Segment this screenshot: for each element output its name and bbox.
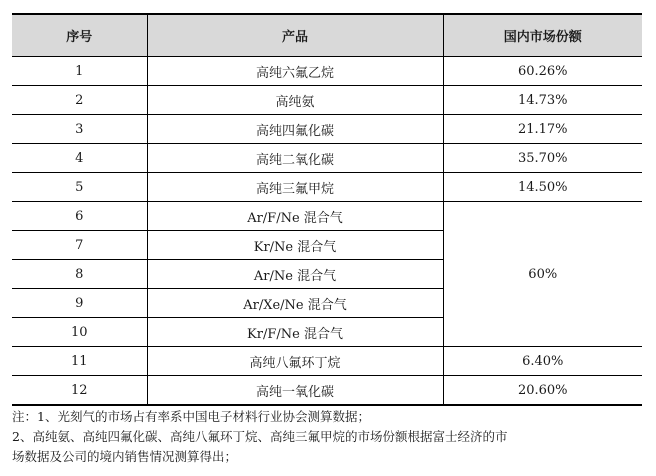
row-market-share: 14.73% [443, 86, 642, 115]
row-market-share: 20.60% [443, 376, 642, 406]
row-product: Ar/Ne 混合气 [147, 260, 443, 289]
header-market-share: 国内市场份额 [443, 14, 642, 57]
row-market-share: 60.26% [443, 57, 642, 86]
row-index: 9 [12, 289, 147, 318]
row-market-share: 14.50% [443, 173, 642, 202]
table-row [12, 144, 642, 173]
row-product: 高纯八氟环丁烷 [147, 347, 443, 376]
table-row [12, 86, 642, 115]
footnote-line: 注：1、光刻气的市场占有率系中国电子材料行业协会测算数据； [12, 409, 370, 424]
table-row [12, 57, 642, 86]
row-market-share: 6.40% [443, 347, 642, 376]
table-row [12, 173, 642, 202]
row-product: Ar/Xe/Ne 混合气 [147, 289, 443, 318]
header-product: 产品 [147, 14, 443, 57]
row-index: 6 [12, 202, 147, 231]
row-product: 高纯一氧化碳 [147, 376, 443, 406]
row-index: 11 [12, 347, 147, 376]
table-header-row [12, 14, 642, 57]
row-index: 12 [12, 376, 147, 406]
market-share-table-container [12, 13, 642, 406]
row-index: 10 [12, 318, 147, 347]
market-share-table [12, 13, 642, 406]
footnote-line: 2、高纯氨、高纯四氟化碳、高纯八氟环丁烷、高纯三氟甲烷的市场份额根据富士经济的市 [12, 429, 508, 444]
row-product: Ar/F/Ne 混合气 [147, 202, 443, 231]
table-row [12, 202, 642, 231]
row-product: 高纯六氟乙烷 [147, 57, 443, 86]
table-footnotes [12, 407, 646, 467]
row-index: 7 [12, 231, 147, 260]
row-index: 3 [12, 115, 147, 144]
row-index: 8 [12, 260, 147, 289]
row-product: 高纯四氟化碳 [147, 115, 443, 144]
row-index: 4 [12, 144, 147, 173]
table-row [12, 115, 642, 144]
row-index: 1 [12, 57, 147, 86]
row-market-share: 21.17% [443, 115, 642, 144]
merged-market-share-cell: 60% [443, 202, 642, 347]
row-product: 高纯二氧化碳 [147, 144, 443, 173]
row-market-share: 35.70% [443, 144, 642, 173]
row-product: 高纯氨 [147, 86, 443, 115]
row-index: 5 [12, 173, 147, 202]
header-index: 序号 [12, 14, 147, 57]
row-index: 2 [12, 86, 147, 115]
row-product: Kr/Ne 混合气 [147, 231, 443, 260]
row-product: Kr/F/Ne 混合气 [147, 318, 443, 347]
table-row [12, 376, 642, 406]
row-product: 高纯三氟甲烷 [147, 173, 443, 202]
table-row [12, 347, 642, 376]
footnote-line: 场数据及公司的境内销售情况测算得出； [12, 449, 238, 464]
